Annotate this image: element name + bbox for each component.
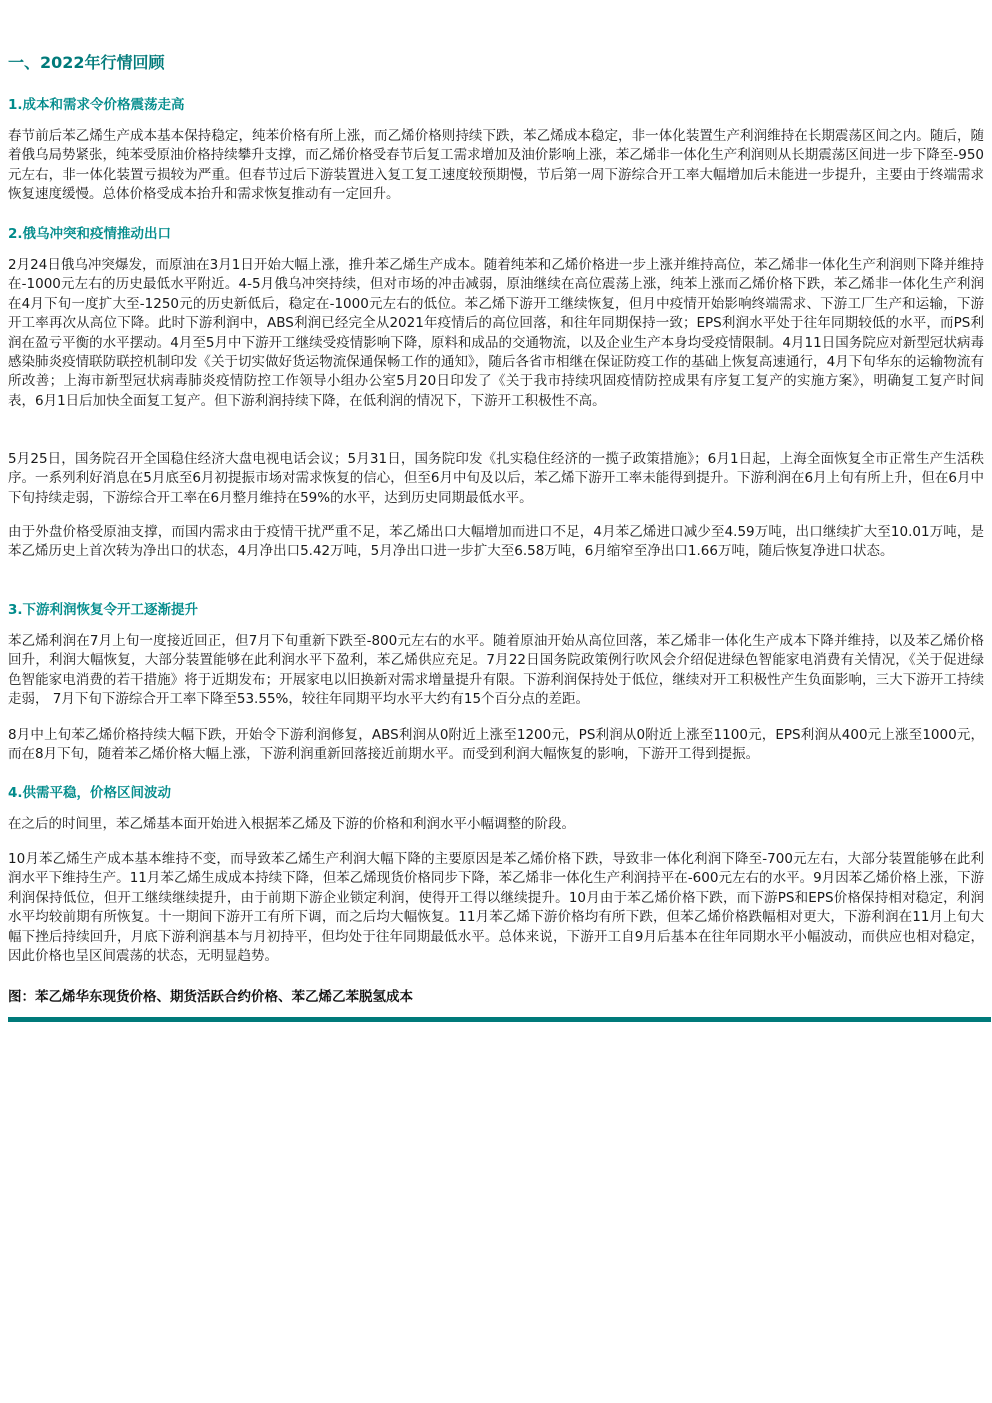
paragraph-2-3: 由于外盘价格受原油支撑，而国内需求由于疫情干扰严重不足，苯乙烯出口大幅增加而进口不足，4月苯乙烯进口减少至4.59万吨，出口继续扩大至10.01万吨，是苯乙烯历史上首次转为净出口的状态，4月净出口5.42万吨，5月净出口进一步扩大至6.58万吨，6月缩窄至净出口1.66万吨，随后恢复净进口状态。 [8,524,984,560]
subsection-heading-3: 3.下游利润恢复令开工逐渐提升 [8,602,199,618]
divider-rule [8,1017,991,1022]
paragraph-2-1: 2月24日俄乌冲突爆发，而原油在3月1日开始大幅上涨，推升苯乙烯生产成本。随着纯苯和乙烯价格进一步上涨并维持高位，苯乙烯非一体化生产利润则下降并维持在-1000元左右的历史最低水平附近。4-5月俄乌冲突持续，但对市场的冲击减弱，原油继续在高位震荡上涨，纯苯上涨而乙烯价格下跌，苯乙烯非一体化生产利润在4月下旬一度扩大至-1250元的历史新低后，稳定在-1000元左右的低位。苯乙烯下游开工继续恢复，但月中疫情开始影响终端需求、下游工厂生产和运输，下游开工率再次从高位下降。此时下游利润中，ABS利润已经完全从2021年疫情后的高位回落，和往年同期保持一致；EPS利润水平处于往年同期较低的水平，而PS利润在盈亏平衡的水平摆动。4月至5月中下游开工继续受疫情影响下降，原料和成品的交通物流，以及企业生产本身均受疫情限制。4月11日国务院应对新型冠状病毒感染肺炎疫情联防联控机制印发《关于切实做好货运物流保通保畅工作的通知》，随后各省市相继在保证防疫工作的基础上恢复高速通行，4月下旬华东的运输物流有所改善；上海市新型冠状病毒肺炎疫情防控工作领导小组办公室5月20日印发了《关于我市持续巩固疫情防控成果有序复工复产的实施方案》，明确复工复产时间表，6月1日后加快全面复工复产。但下游利润持续下降，在低利润的情况下，下游开工积极性不高。 [8,257,984,409]
paragraph-4-2: 10月苯乙烯生产成本基本维持不变，而导致苯乙烯生产利润大幅下降的主要原因是苯乙烯价格下跌，导致非一体化利润下降至-700元左右，大部分装置能够在此利润水平下维持生产。11月苯乙烯生成成本持续下降，但苯乙烯现货价格同步下降，苯乙烯非一体化生产利润持平在-600元左右的水平。9月因苯乙烯价格上涨，下游利润保持低位，但开工继续继续提升，由于前期下游企业锁定利润，使得开工得以继续提升。10月由于苯乙烯价格下跌，而下游PS和EPS价格保持相对稳定，利润水平均较前期有所恢复。十一期间下游开工有所下调，而之后均大幅恢复。11月苯乙烯下游价格均有所下跌，但苯乙烯价格跌幅相对更大，下游利润在11月上旬大幅下挫后持续回升，月底下游利润基本与月初持平，但均处于往年同期最低水平。总体来说，下游开工自9月后基本在往年同期水平小幅波动，而供应也相对稳定，因此价格也呈区间震荡的状态，无明显趋势。 [8,851,984,965]
paragraph-1-1: 春节前后苯乙烯生产成本基本保持稳定，纯苯价格有所上涨，而乙烯价格则持续下跌，苯乙烯成本稳定，非一体化装置生产利润维持在长期震荡区间之内。随后，随着俄乌局势紧张，纯苯受原油价格持续攀升支撑，而乙烯价格受春节后复工需求增加及油价影响上涨，苯乙烯非一体化生产利润则从长期震荡区间进一步下降至-950元左右，非一体化装置亏损较为严重。但春节过后下游装置进入复工复工速度较预期慢，节后第一周下游综合开工率大幅增加后未能进一步提升，主要由于终端需求恢复速度缓慢。总体价格受成本抬升和需求恢复推动有一定回升。 [8,128,984,203]
paragraph-4-1: 在之后的时间里，苯乙烯基本面开始进入根据苯乙烯及下游的价格和利润水平小幅调整的阶段。 [8,816,575,832]
figure-caption: 图：苯乙烯华东现货价格、期货活跃合约价格、苯乙烯乙苯脱氢成本 [8,989,413,1005]
subsection-heading-1: 1.成本和需求令价格震荡走高 [8,97,185,113]
paragraph-3-2: 8月中上旬苯乙烯价格持续大幅下跌，开始令下游利润修复，ABS利润从0附近上涨至1200元，PS利润从0附近上涨至1100元，EPS利润从400元上涨至1000元，而在8月下旬，随着苯乙烯价格大幅上涨，下游利润重新回落接近前期水平。而受到利润大幅恢复的影响，下游开工得到提振。 [8,727,984,763]
paragraph-3-1: 苯乙烯利润在7月上旬一度接近回正，但7月下旬重新下跌至-800元左右的水平。随着原油开始从高位回落，苯乙烯非一体化生产成本下降并维持，以及苯乙烯价格回升，利润大幅恢复，大部分装置能够在此利润水平下盈利，苯乙烯供应充足。7月22日国务院政策例行吹风会介绍促进绿色智能家电消费有关情况，《关于促进绿色智能家电消费的若干措施》将于近期发布；开展家电以旧换新对需求增量提升有限。下游利润保持处于低位，继续对开工积极性产生负面影响，三大下游开工持续走弱， 7月下旬下游综合开工率下降至53.55%，较往年同期平均水平大约有15个百分点的差距。 [8,633,984,708]
paragraph-2-2: 5月25日，国务院召开全国稳住经济大盘电视电话会议；5月31日，国务院印发《扎实稳住经济的一揽子政策措施》；6月1日起，上海全面恢复全市正常生产生活秩序。一系列利好消息在5月底至6月初提振市场对需求恢复的信心，但至6月中旬及以后，苯乙烯下游开工率未能得到提升。下游利润在6月上旬有所上升，但在6月中下旬持续走弱，下游综合开工率在6月整月维持在59%的水平，达到历史同期最低水平。 [8,451,984,506]
section-title: 一、2022年行情回顾 [8,53,165,72]
subsection-heading-2: 2.俄乌冲突和疫情推动出口 [8,226,172,242]
subsection-heading-4: 4.供需平稳，价格区间波动 [8,785,172,801]
